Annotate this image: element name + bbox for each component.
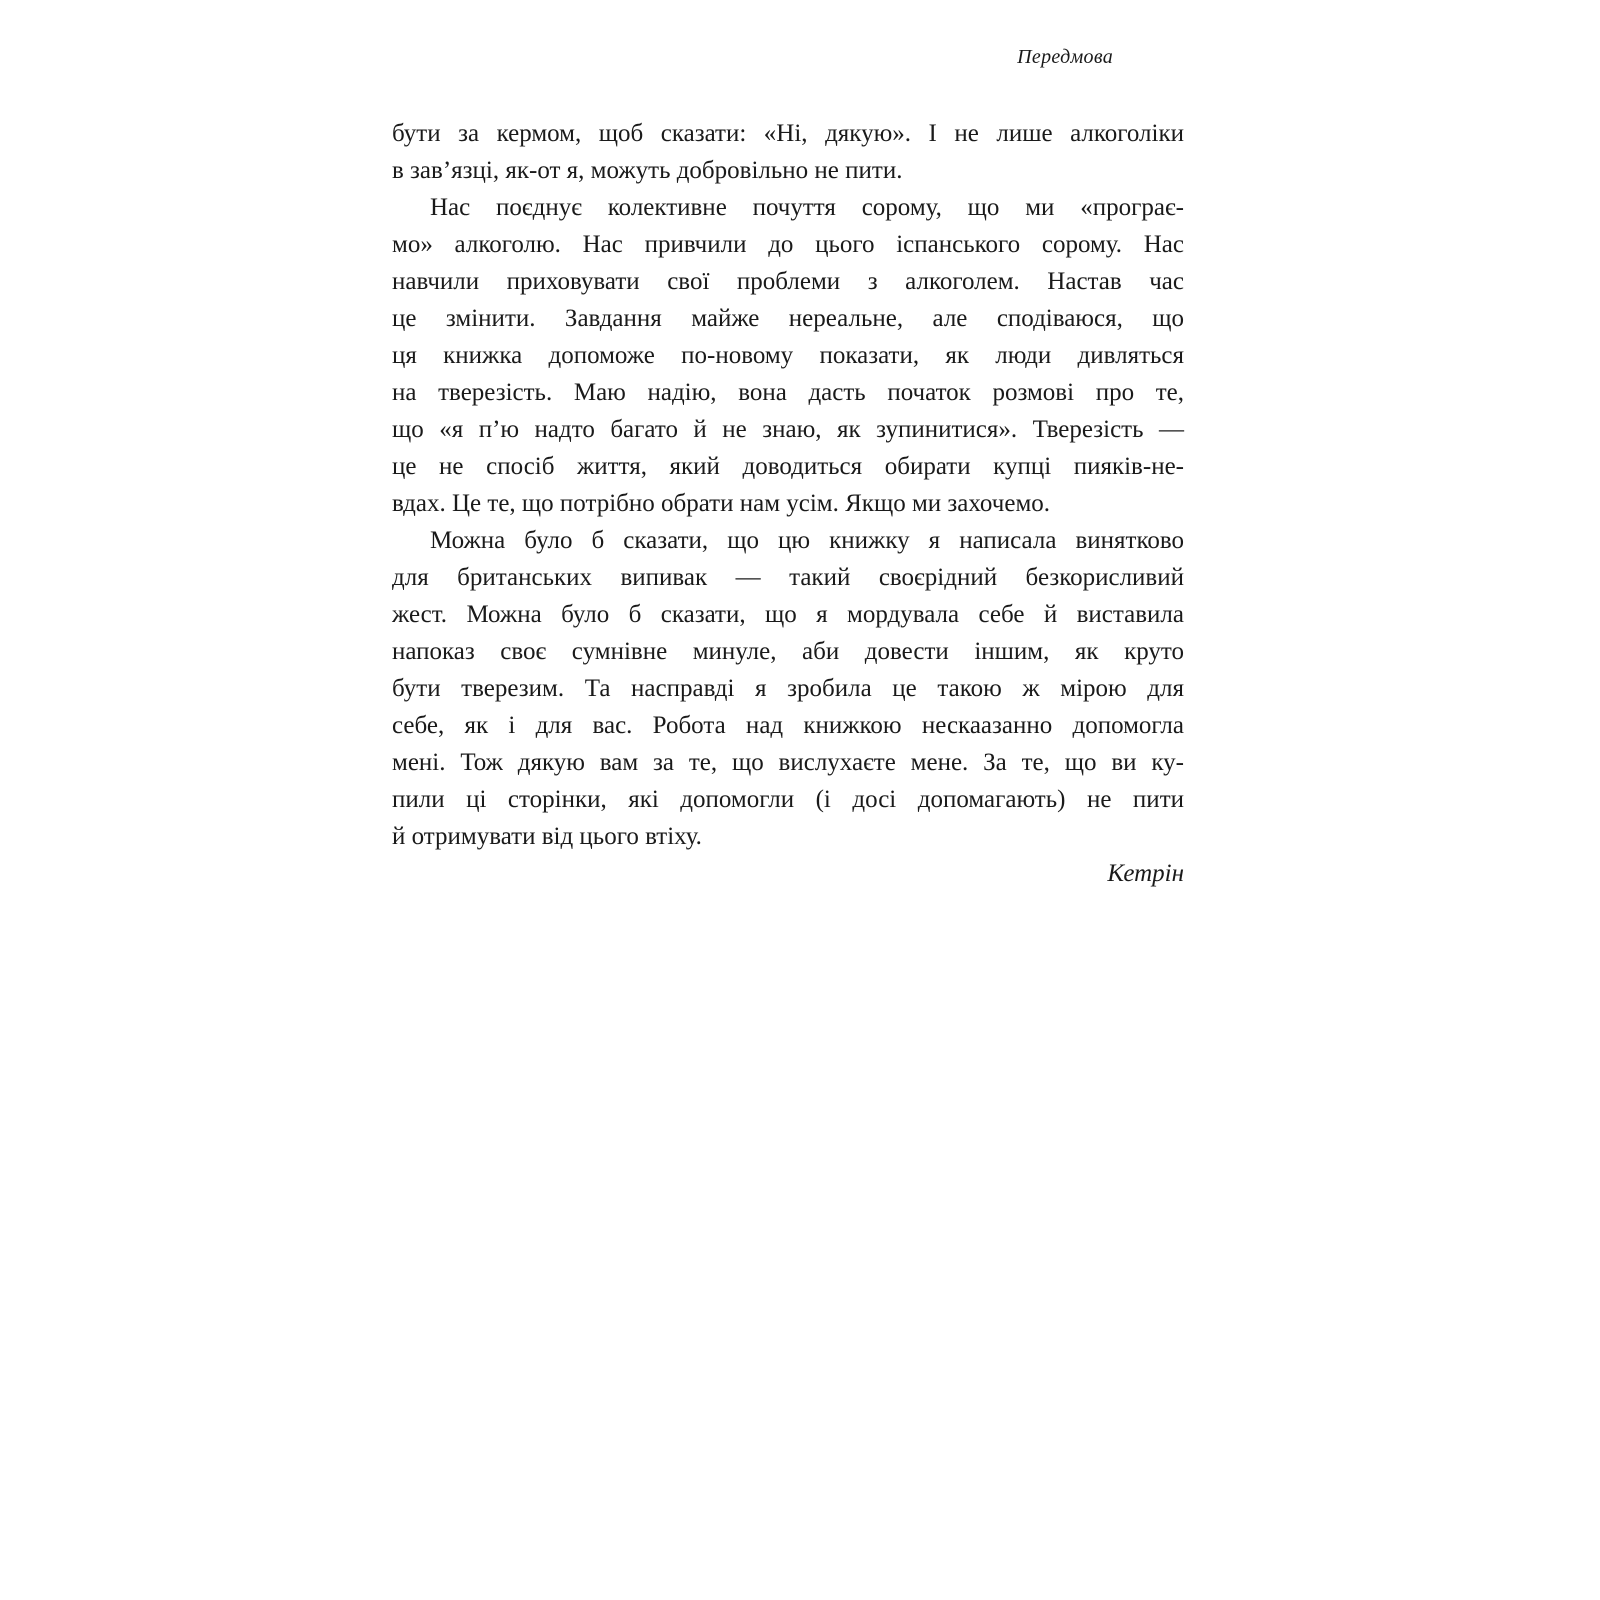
text-line: ця книжка допоможе по-новому показати, як люди дивляться: [392, 342, 1184, 369]
text-line: це змінити. Завдання майже нереальне, але сподіваюся, що: [392, 305, 1184, 332]
text-line: напоказ своє сумнівне минуле, аби довести іншим, як круто: [392, 638, 1184, 665]
text-line: в зав’язці, як-от я, можуть добровільно не пити.: [392, 157, 903, 184]
text-line: мені. Тож дякую вам за те, що вислухаєте мене. За те, що ви ку-: [392, 749, 1184, 776]
text-line: жест. Можна було б сказати, що я мордувала себе й виставила: [392, 601, 1184, 628]
text-line: вдах. Це те, що потрібно обрати нам усім. Якщо ми захочемо.: [392, 490, 1051, 517]
text-line: бути тверезим. Та насправді я зробила це такою ж мірою для: [392, 675, 1184, 702]
text-line: бути за кермом, щоб сказати: «Ні, дякую». І не лише алкоголіки: [392, 120, 1184, 147]
text-line: для британських випивак — такий своєрідний безкорисливий: [392, 564, 1184, 591]
text-line: й отримувати від цього втіху.: [392, 823, 702, 850]
text-line: мо» алкоголю. Нас привчили до цього іспанського сорому. Нас: [392, 231, 1184, 258]
text-line: пили ці сторінки, які допомогли (і досі допомагають) не пити: [392, 786, 1184, 813]
text-line: це не спосіб життя, який доводиться обирати купці пияків-не-: [392, 453, 1184, 480]
paragraph-first-line: Можна було б сказати, що цю книжку я написала винятково: [430, 527, 1184, 554]
running-head: Передмова: [1017, 46, 1113, 68]
text-line: що «я п’ю надто багато й не знаю, як зупинитися». Тверезість —: [392, 416, 1184, 443]
paragraph-first-line: Нас поєднує колективне почуття сорому, що ми «програє-: [430, 194, 1184, 221]
text-line: навчили приховувати свої проблеми з алкоголем. Настав час: [392, 268, 1184, 295]
text-line: себе, як і для вас. Робота над книжкою нескаазанно допомогла: [392, 712, 1184, 739]
author-signature: Кетрін: [1107, 860, 1184, 887]
text-line: на тверезість. Маю надію, вона дасть початок розмові про те,: [392, 379, 1184, 406]
body-text: [392, 115, 1184, 892]
